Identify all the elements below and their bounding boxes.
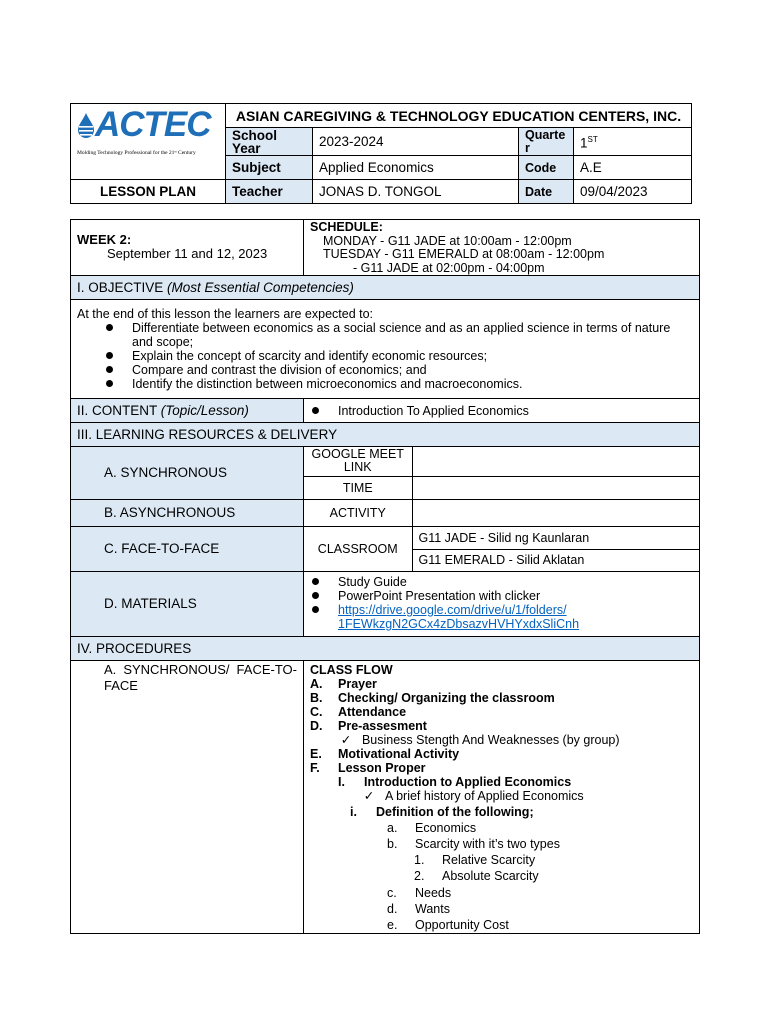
lesson-plan-table — [70, 219, 700, 934]
bullet-icon — [106, 352, 113, 359]
activity-value — [412, 500, 699, 526]
list-item: 2. Absolute Scarcity — [414, 869, 539, 883]
list-item: I. Introduction to Applied Economics — [338, 775, 572, 789]
schedule-line: - G11 JADE at 02:00pm - 04:00pm — [353, 260, 545, 275]
list-item: E. Motivational Activity — [310, 747, 460, 761]
materials-cell — [304, 572, 700, 637]
face-to-face-label: C. FACE-TO-FACE — [71, 527, 304, 572]
school-year-value: 2023-2024 — [313, 128, 519, 156]
teacher-value: JONAS D. TONGOL — [313, 180, 519, 204]
quarter-value: 1ST — [574, 128, 692, 156]
list-item: C. Attendance — [310, 705, 407, 719]
list-item: b. Scarcity with it’s two types — [387, 837, 560, 851]
teacher-label: Teacher — [226, 180, 313, 204]
resources-heading: III. LEARNING RESOURCES & DELIVERY — [71, 423, 700, 447]
bullet-icon — [312, 407, 319, 414]
time-value — [412, 476, 699, 499]
procedure-mode: A. SYNCHRONOUS/ FACE-TO-FACE — [71, 661, 304, 934]
class-flow-cell — [304, 661, 700, 934]
list-item: 1. Relative Scarcity — [414, 853, 536, 867]
meet-link-value[interactable] — [412, 447, 699, 476]
list-item: B. Checking/ Organizing the classroom — [310, 691, 555, 705]
asynchronous-cell — [304, 500, 700, 527]
date-value: 09/04/2023 — [574, 180, 692, 204]
list-item: PowerPoint Presentation with clicker — [310, 589, 693, 603]
list-item: Compare and contrast the division of economics; and — [77, 363, 693, 377]
bullet-icon — [312, 578, 319, 585]
bullet-icon — [106, 380, 113, 387]
header-table — [70, 103, 692, 204]
face-to-face-cell — [304, 527, 700, 572]
objective-intro: At the end of this lesson the learners are expected to: — [77, 307, 374, 321]
list-item: c. Needs — [387, 886, 452, 900]
quarter-label: Quarte r — [519, 128, 574, 156]
institution-name: ASIAN CAREGIVING & TECHNOLOGY EDUCATION CENTERS, INC. — [226, 104, 692, 128]
classroom-jade: G11 JADE - Silid ng Kaunlaran — [412, 527, 699, 549]
procedures-heading: IV. PROCEDURES — [71, 637, 700, 661]
list-item: F. Lesson Proper — [310, 761, 426, 775]
schedule-label: SCHEDULE: — [310, 220, 383, 234]
asynchronous-label: B. ASYNCHRONOUS — [71, 500, 304, 527]
list-item: ✓ A brief history of Applied Economics — [310, 789, 693, 803]
code-value: A.E — [574, 156, 692, 180]
logo — [77, 105, 221, 144]
content-topic: Introduction To Applied Economics — [338, 403, 529, 418]
week-dates: September 11 and 12, 2023 — [107, 246, 268, 261]
drive-folder-link[interactable]: https://drive.google.com/drive/u/1/folders/ 1FEWkzgN2GCx4zDbsazvHVHYxdxSliCnh — [338, 603, 580, 631]
list-item: Explain the concept of scarcity and identify economic resources; — [77, 349, 693, 363]
synchronous-label: A. SYNCHRONOUS — [71, 447, 304, 500]
list-item: i. Definition of the following; — [350, 805, 534, 819]
schedule-cell — [304, 220, 700, 276]
water-drop-icon — [77, 112, 95, 138]
subject-value: Applied Economics — [313, 156, 519, 180]
list-item: Differentiate between economics as a social science and as an applied science in terms of nature and scope; — [77, 321, 693, 349]
objective-heading: I. OBJECTIVE (Most Essential Competencies) — [71, 276, 700, 300]
subject-label: Subject — [226, 156, 313, 180]
bullet-icon — [106, 366, 113, 373]
list-item: d. Wants — [387, 902, 450, 916]
list-item: e. Opportunity Cost — [387, 918, 509, 932]
bullet-icon — [312, 592, 319, 599]
list-item: Study Guide — [310, 575, 693, 589]
list-item: ✓ Business Stength And Weaknesses (by group) — [310, 733, 693, 747]
list-item: A. Prayer — [310, 677, 377, 691]
school-year-label: School Year — [226, 128, 313, 156]
meet-link-label: GOOGLE MEET LINK — [304, 447, 412, 476]
list-item: a. Economics — [387, 821, 477, 835]
week-label: WEEK 2: — [77, 232, 132, 247]
code-label: Code — [519, 156, 574, 180]
activity-label: ACTIVITY — [304, 500, 412, 526]
schedule-line: MONDAY - G11 JADE at 10:00am - 12:00pm — [323, 233, 572, 248]
schedule-line: TUESDAY - G11 EMERALD at 08:00am - 12:00pm — [323, 247, 605, 261]
list-item — [310, 603, 693, 631]
classroom-emerald: G11 EMERALD - Silid Aklatan — [418, 553, 585, 568]
list-item: Identify the distinction between microeconomics and macroeconomics. — [77, 377, 693, 391]
logo-tagline: Molding Technology Professional for the 21ˢᵗ Century — [77, 150, 196, 156]
content-cell — [304, 399, 700, 423]
classroom-label: CLASSROOM — [304, 527, 412, 571]
time-label: TIME — [304, 476, 412, 499]
checkmark-icon: ✓ — [363, 789, 375, 803]
checkmark-icon: ✓ — [340, 733, 352, 747]
class-flow-title: CLASS FLOW — [310, 663, 393, 677]
bullet-icon — [106, 324, 113, 331]
week-cell — [71, 220, 304, 276]
materials-label: D. MATERIALS — [71, 572, 304, 637]
logo-text: ACTEC — [95, 105, 211, 144]
page-title: LESSON PLAN — [71, 180, 226, 204]
date-label: Date — [519, 180, 574, 204]
logo-cell — [71, 104, 226, 180]
bullet-icon — [312, 606, 319, 613]
content-heading: II. CONTENT (Topic/Lesson) — [71, 399, 304, 423]
list-item: D. Pre-assesment — [310, 719, 427, 733]
objective-body — [71, 300, 700, 399]
synchronous-cell — [304, 447, 700, 500]
